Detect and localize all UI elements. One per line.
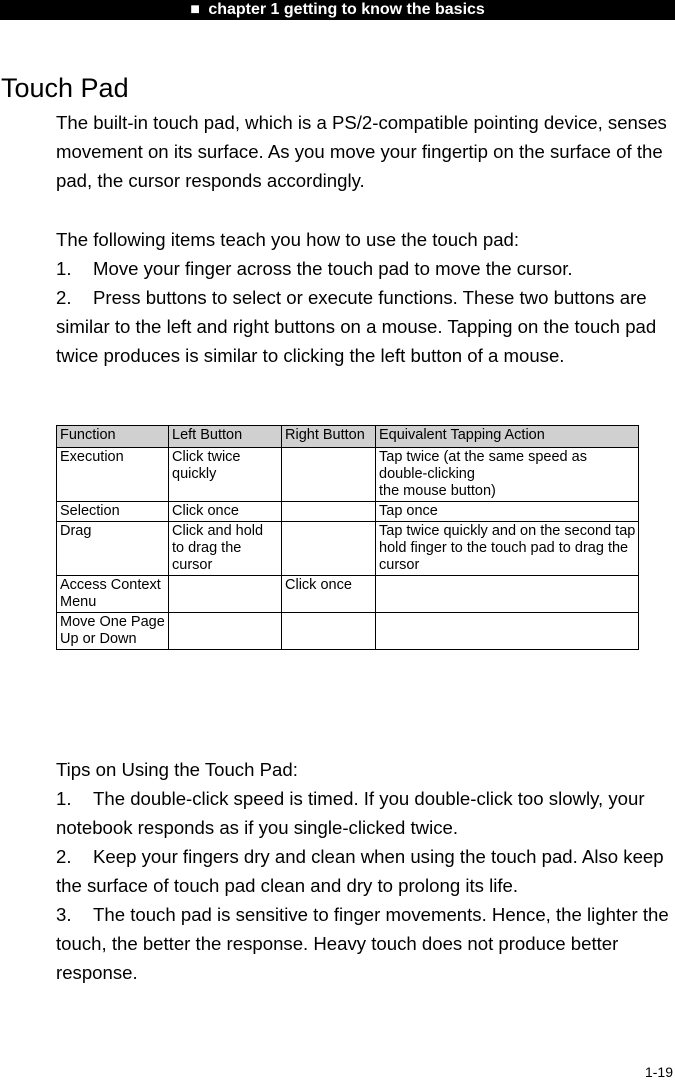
chapter-title: chapter 1 getting to know the basics [208,1,485,18]
table-cell: Selection [57,502,169,522]
table-cell: Execution [57,448,169,502]
table-cell [282,613,376,650]
list-text: The double-click speed is timed. If you double-click too slowly, your notebook responds as if you single-clicked twice. [56,788,645,838]
list-number: 1. [56,788,72,809]
tips-heading: Tips on Using the Touch Pad: [56,759,298,780]
table-header-cell: Right Button [282,426,376,448]
table-cell [376,613,639,650]
chapter-header [0,0,675,20]
table-cell: Drag [57,522,169,576]
intro-paragraph [56,108,675,195]
table-cell [376,576,639,613]
table-cell [282,502,376,522]
table-header-row [57,426,639,448]
table-header-cell: Function [57,426,169,448]
list-text: The touch pad is sensitive to finger movements. Hence, the lighter the touch, the better the response. Heavy touch does not produce better response. [56,904,669,983]
table-cell: Tap once [376,502,639,522]
table-row [57,522,639,576]
list-number: 3. [56,904,72,925]
list-number: 2. [56,287,72,308]
list-text: Keep your fingers dry and clean when using the touch pad. Also keep the surface of touch pad clean and dry to prolong its life. [56,846,664,896]
list-item [56,254,675,283]
table-cell: Tap twice quickly and on the second tap hold finger to the touch pad to drag the cursor [376,522,639,576]
list-number: 2. [56,846,72,867]
table-cell [282,522,376,576]
list-text: Move your finger across the touch pad to move the cursor. [93,258,573,279]
items-section [56,225,675,370]
table-cell: Access Context Menu [57,576,169,613]
table-cell [282,448,376,502]
page-number: 1-19 [644,1064,673,1080]
table-cell [169,576,282,613]
table-cell: Click once [282,576,376,613]
table-cell: Click and hold to drag the cursor [169,522,282,576]
table-header-cell: Left Button [169,426,282,448]
touchpad-functions-table [56,425,639,650]
page-title: Touch Pad [1,73,129,103]
table-row [57,613,639,650]
square-icon: ■ [190,1,200,18]
list-item [56,283,675,370]
list-number: 1. [56,258,72,279]
table-header-cell: Equivalent Tapping Action [376,426,639,448]
list-item [56,900,675,987]
items-heading: The following items teach you how to use the touch pad: [56,229,520,250]
list-item [56,842,675,900]
table-cell: Click once [169,502,282,522]
table-cell: Move One Page Up or Down [57,613,169,650]
intro-text: The built-in touch pad, which is a PS/2-compatible pointing device, senses movement on its surface. As you move your fingertip on the surface of the pad, the cursor responds accordingly. [56,112,667,191]
list-item [56,784,675,842]
table-row [57,502,639,522]
table-row [57,576,639,613]
table-row [57,448,639,502]
table-cell [169,613,282,650]
table-cell: Tap twice (at the same speed as double-clicking the mouse button) [376,448,639,502]
table-cell: Click twice quickly [169,448,282,502]
list-text: Press buttons to select or execute functions. These two buttons are similar to the left and right buttons on a mouse. Tapping on the touch pad twice produces is similar to clicking the left button of a mouse. [56,287,657,366]
tips-section [56,755,675,987]
